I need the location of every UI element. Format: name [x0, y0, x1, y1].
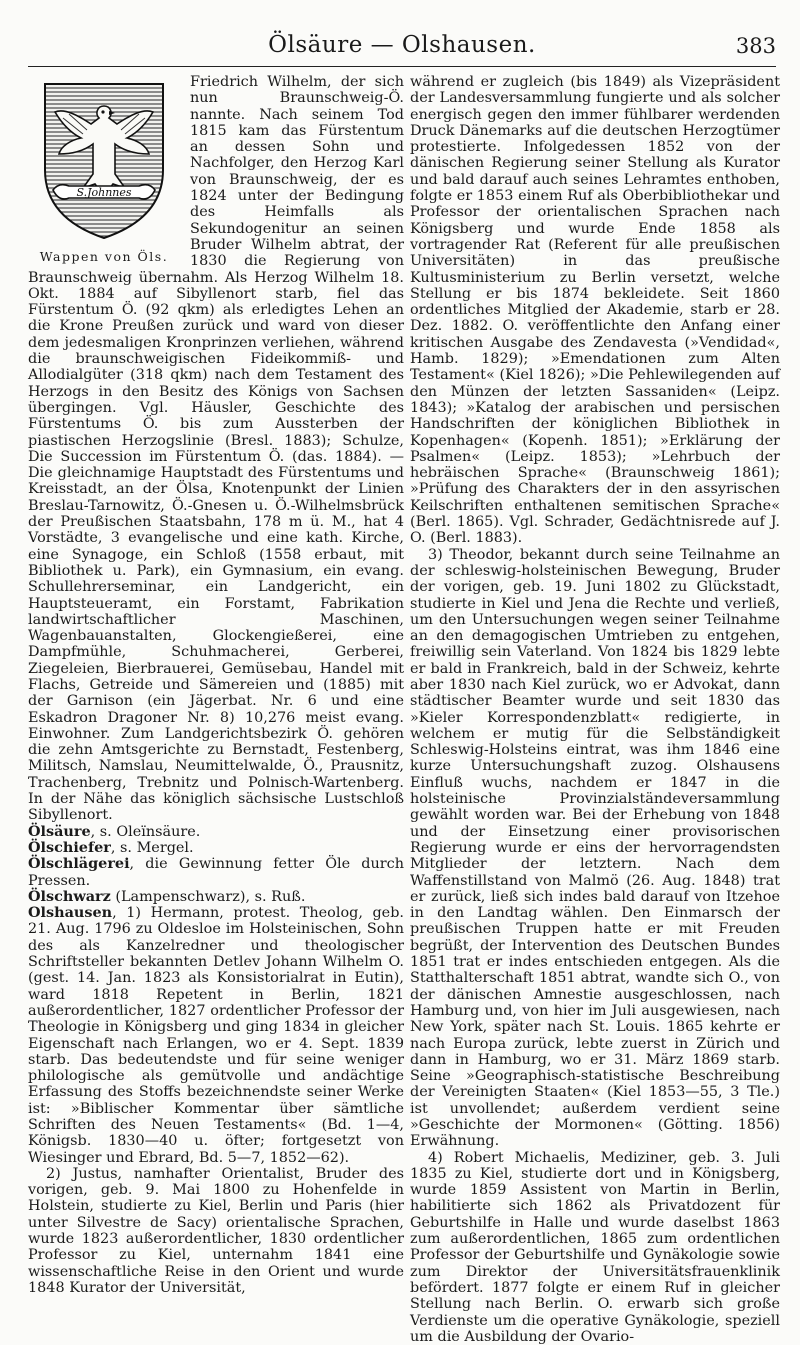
- entry-text: , die Gewinnung fetter Öle durch Pressen.: [28, 856, 404, 889]
- paragraph: 4) Robert Michaelis, Mediziner, geb. 3. Juli 1835 zu Kiel, studierte dort und in Königsberg, wurde 1859 Assistent von Martin in Berlin, habilitierte sich 1862 als Privatdozent für Geburtshilfe in Halle und wurde daselbst 1863 zum außerordentlichen, 1865 zum ordentlichen Professor der Geburtshilfe und Gynäkologie sowie zum Direktor der Universitätsfrauenklinik befördert. 1877 folgte er einem Ruf in gleicher Stellung nach Berlin. O. erwarb sich große Verdienste um die operative Gynäkologie, speziell um die Ausbildung der Ovario-: [410, 1149, 780, 1345]
- entry-oelsaeure: [28, 824, 404, 840]
- entry-lemma: Olshausen: [28, 904, 113, 922]
- entry-oelschiefer: [28, 840, 404, 856]
- paragraph: während er zugleich (bis 1849) als Vizepräsident der Landesversammlung fungierte und als solcher energisch gegen den immer fühlbarer werdenden Druck Dänemarks auf die deutschen Herzogtümer protestierte. Infolgedessen 1852 von der dänischen Regierung seiner Stellung als Kurator und bald darauf auch seines Lehramtes enthoben, folgte er 1853 einem Ruf als Oberbibliothekar und Professor der orientalischen Sprachen nach Königsberg und wurde Ende 1858 als vortragender Rat (Referent für alle preußischen Universitäten) in das preußische Kultusministerium zu Berlin versetzt, welche Stellung er bis 1874 bekleidete. Seit 1860 ordentliches Mitglied der Akademie, starb er 28. Dez. 1882. O. veröffentlichte den Anfang einer kritischen Ausgabe des Zendavesta (»Vendidad«, Hamb. 1829); »Emendationen zum Alten Testament« (Kiel 1826); »Die Pehlewilegenden auf den Münzen der letzten Sassaniden« (Leipz. 1843); »Katalog der arabischen und persischen Handschriften der königlichen Bibliothek in Kopenhagen« (Kopenh. 1851); »Erklärung der Psalmen« (Leipz. 1853); »Lehrbuch der hebräischen Sprache« (Braunschweig 1861); »Prüfung des Charakters der in den assyrischen Keilschriften enthaltenen semitischen Sprache« (Berl. 1865). Vgl. Schrader, Gedächtnisrede auf J. O. (Berl. 1883).: [410, 74, 780, 547]
- entry-olshausen: [28, 905, 404, 1166]
- paragraph: Friedrich Wilhelm, der sich nun Braunschweig-Ö. nannte. Nach seinem Tod 1815 kam das Fürstentum an dessen Sohn und Nachfolger, den Herzog Karl von Braunschweig, der es 1824 unter der Bedingung des Heimfalls als Sekundogenitur an seinen Bruder Wilhelm abtrat, der 1830 die Regierung von Braunschweig übernahm. Als Herzog Wilhelm 18. Okt. 1884 auf Sibyllenort starb, fiel das Fürstentum Ö. (92 qkm) als erledigtes Lehen an die Krone Preußen zurück und ward von dieser dem jedesmaligen Kronprinzen verliehen, während die braunschweigischen Fideikommiß- und Allodialgüter (318 qkm) nach dem Testament des Herzogs in den Besitz des Königs von Sachsen übergingen. Vgl. Häusler, Geschichte des Fürstentums Ö. bis zum Aussterben der piastischen Herzogslinie (Bresl. 1883); Schulze, Die Succession im Fürstentum Ö. (das. 1884). — Die gleichnamige Hauptstadt des Fürstentums und Kreisstadt, an der Ölsa, Knotenpunkt der Linien Breslau-Tarnowitz, Ö.-Gnesen u. Ö.-Wilhelmsbrück der Preußischen Staatsbahn, 178 m ü. M., hat 4 Vorstädte, 3 evangelische und eine kath. Kirche, eine Synagoge, ein Schloß (1558 erbaut, mit Bibliothek u. Park), ein Gymnasium, ein evang. Schullehrerseminar, ein Landgericht, ein Hauptsteueramt, ein Forstamt, Fabrikation landwirtschaftlicher Maschinen, Wagenbauanstalten, Glockengießerei, eine Dampfmühle, Schuhmacherei, Gerberei, Ziegeleien, Bierbrauerei, Gemüsebau, Handel mit Flachs, Getreide und Sämereien und (1885) mit der Garnison (ein Jägerbat. Nr. 6 und eine Eskadron Dragoner Nr. 8) 10,276 meist evang. Einwohner. Zum Landgerichtsbezirk Ö. gehören die zehn Amtsgerichte zu Bernstadt, Festenberg, Militsch, Namslau, Neumittelwalde, Ö., Prausnitz, Trachenberg, Trebnitz und Polnisch-Wartenberg. In der Nähe das königlich sächsische Lustschloß Sibyllenort.: [28, 74, 404, 824]
- figure-caption: Wappen von Öls.: [39, 249, 169, 264]
- paragraph: 3) Theodor, bekannt durch seine Teilnahme an der schleswig-holsteinischen Bewegung, Bruder der vorigen, geb. 19. Juni 1802 zu Glückstadt, studierte in Kiel und Jena die Rechte und verließ, um den Untersuchungen wegen seiner Teilnahme an den demagogischen Umtrieben zu entgehen, freiwillig sein Vaterland. Von 1824 bis 1829 lebte er bald in Frankreich, bald in der Schweiz, kehrte aber 1830 nach Kiel zurück, wo er Advokat, dann städtischer Beamter wurde und seit 1830 das »Kieler Korrespondenzblatt« redigierte, in welchem er mutig für die Selbständigkeit Schleswig-Holsteins eintrat, was ihm 1846 eine kurze Untersuchungshaft zuzog. Olshausens Einfluß wuchs, nachdem er 1847 in die holsteinische Provinzialständeversammlung gewählt worden war. Bei der Erhebung von 1848 und der Einsetzung einer provisorischen Regierung wurde er eins der hervorragendsten Mitglieder der letztern. Nach dem Waffenstillstand von Malmö (26. Aug. 1848) trat er zurück, ließ sich indes bald darauf von Itzehoe in den Landtag wählen. Den Einmarsch der preußischen Truppen hatte er mit Freuden begrüßt, der Intervention des Deutschen Bundes 1851 trat er indes entschieden entgegen. Als die Statthalterschaft 1851 abtrat, wandte sich O., von der dänischen Amnestie ausgeschlossen, nach Hamburg und, von hier im Juli ausgewiesen, nach New York, später nach St. Louis. 1865 kehrte er nach Europa zurück, lebte zuerst in Zürich und dann in Hamburg, wo er 31. März 1869 starb. Seine »Geographisch-statistische Beschreibung der Vereinigten Staaten« (Kiel 1853—55, 3 Tle.) ist unvollendet; außerdem verdient seine »Geschichte der Mormonen« (Götting. 1856) Erwähnung.: [410, 546, 780, 1150]
- page-number: 383: [735, 34, 776, 58]
- entry-lemma: Ölschlägerei: [28, 855, 130, 873]
- entry-oelschlaegerei: [28, 856, 404, 889]
- eagle-coat-of-arms-icon: [39, 78, 169, 243]
- entry-lemma: Ölsäure: [28, 822, 91, 840]
- paragraph: 2) Justus, namhafter Orientalist, Bruder des vorigen, geb. 9. Mai 1800 zu Hohenfelde in Holstein, studierte zu Kiel, Berlin und Paris (hier unter Silvestre de Sacy) orientalische Sprachen, wurde 1823 außerordentlicher, 1830 ordentlicher Professor zu Kiel, unternahm 1841 eine wissenschaftliche Reise in den Orient und wurde 1848 Kurator der Universität,: [28, 1165, 404, 1296]
- right-column: [410, 74, 780, 1345]
- page-title: Ölsäure — Olshausen.: [268, 32, 536, 58]
- left-column: [28, 74, 404, 1296]
- coat-of-arms-figure: [28, 78, 180, 265]
- entry-text: , s. Mergel.: [110, 839, 194, 856]
- entry-lemma: Ölschwarz: [28, 887, 111, 905]
- entry-text: (Lampenschwarz), s. Ruß.: [110, 888, 306, 905]
- running-header: [28, 30, 776, 67]
- banner-text: S.Johnnes: [76, 186, 132, 199]
- entry-lemma: Ölschiefer: [28, 838, 111, 856]
- entry-oelschwarz: [28, 889, 404, 905]
- entry-text: , s. Oleïnsäure.: [90, 823, 201, 840]
- entry-text: , 1) Hermann, protest. Theolog, geb. 21. Aug. 1796 zu Oldesloe im Holsteinischen, Sohn des als Kanzelredner und theologischer Schriftsteller bekannten Detlev Johann Wilhelm O. (gest. 14. Jan. 1823 als Konsistorialrat in Eutin), ward 1818 Repetent in Berlin, 1821 außerordentlicher, 1827 ordentlicher Professor der Theologie in Königsberg und ging 1834 in gleicher Eigenschaft nach Erlangen, wo er 4. Sept. 1839 starb. Das bedeutendste und für seine weniger philologische als gemütvolle und andächtige Erfassung des Stoffs bezeichnendste seiner Werke ist: »Biblischer Kommentar über sämtliche Schriften des Neuen Testaments« (Bd. 1—4, Königsb. 1830—40 u. öfter; fortgesetzt von Wiesinger und Ebrard, Bd. 5—7, 1852—62).: [28, 905, 404, 1166]
